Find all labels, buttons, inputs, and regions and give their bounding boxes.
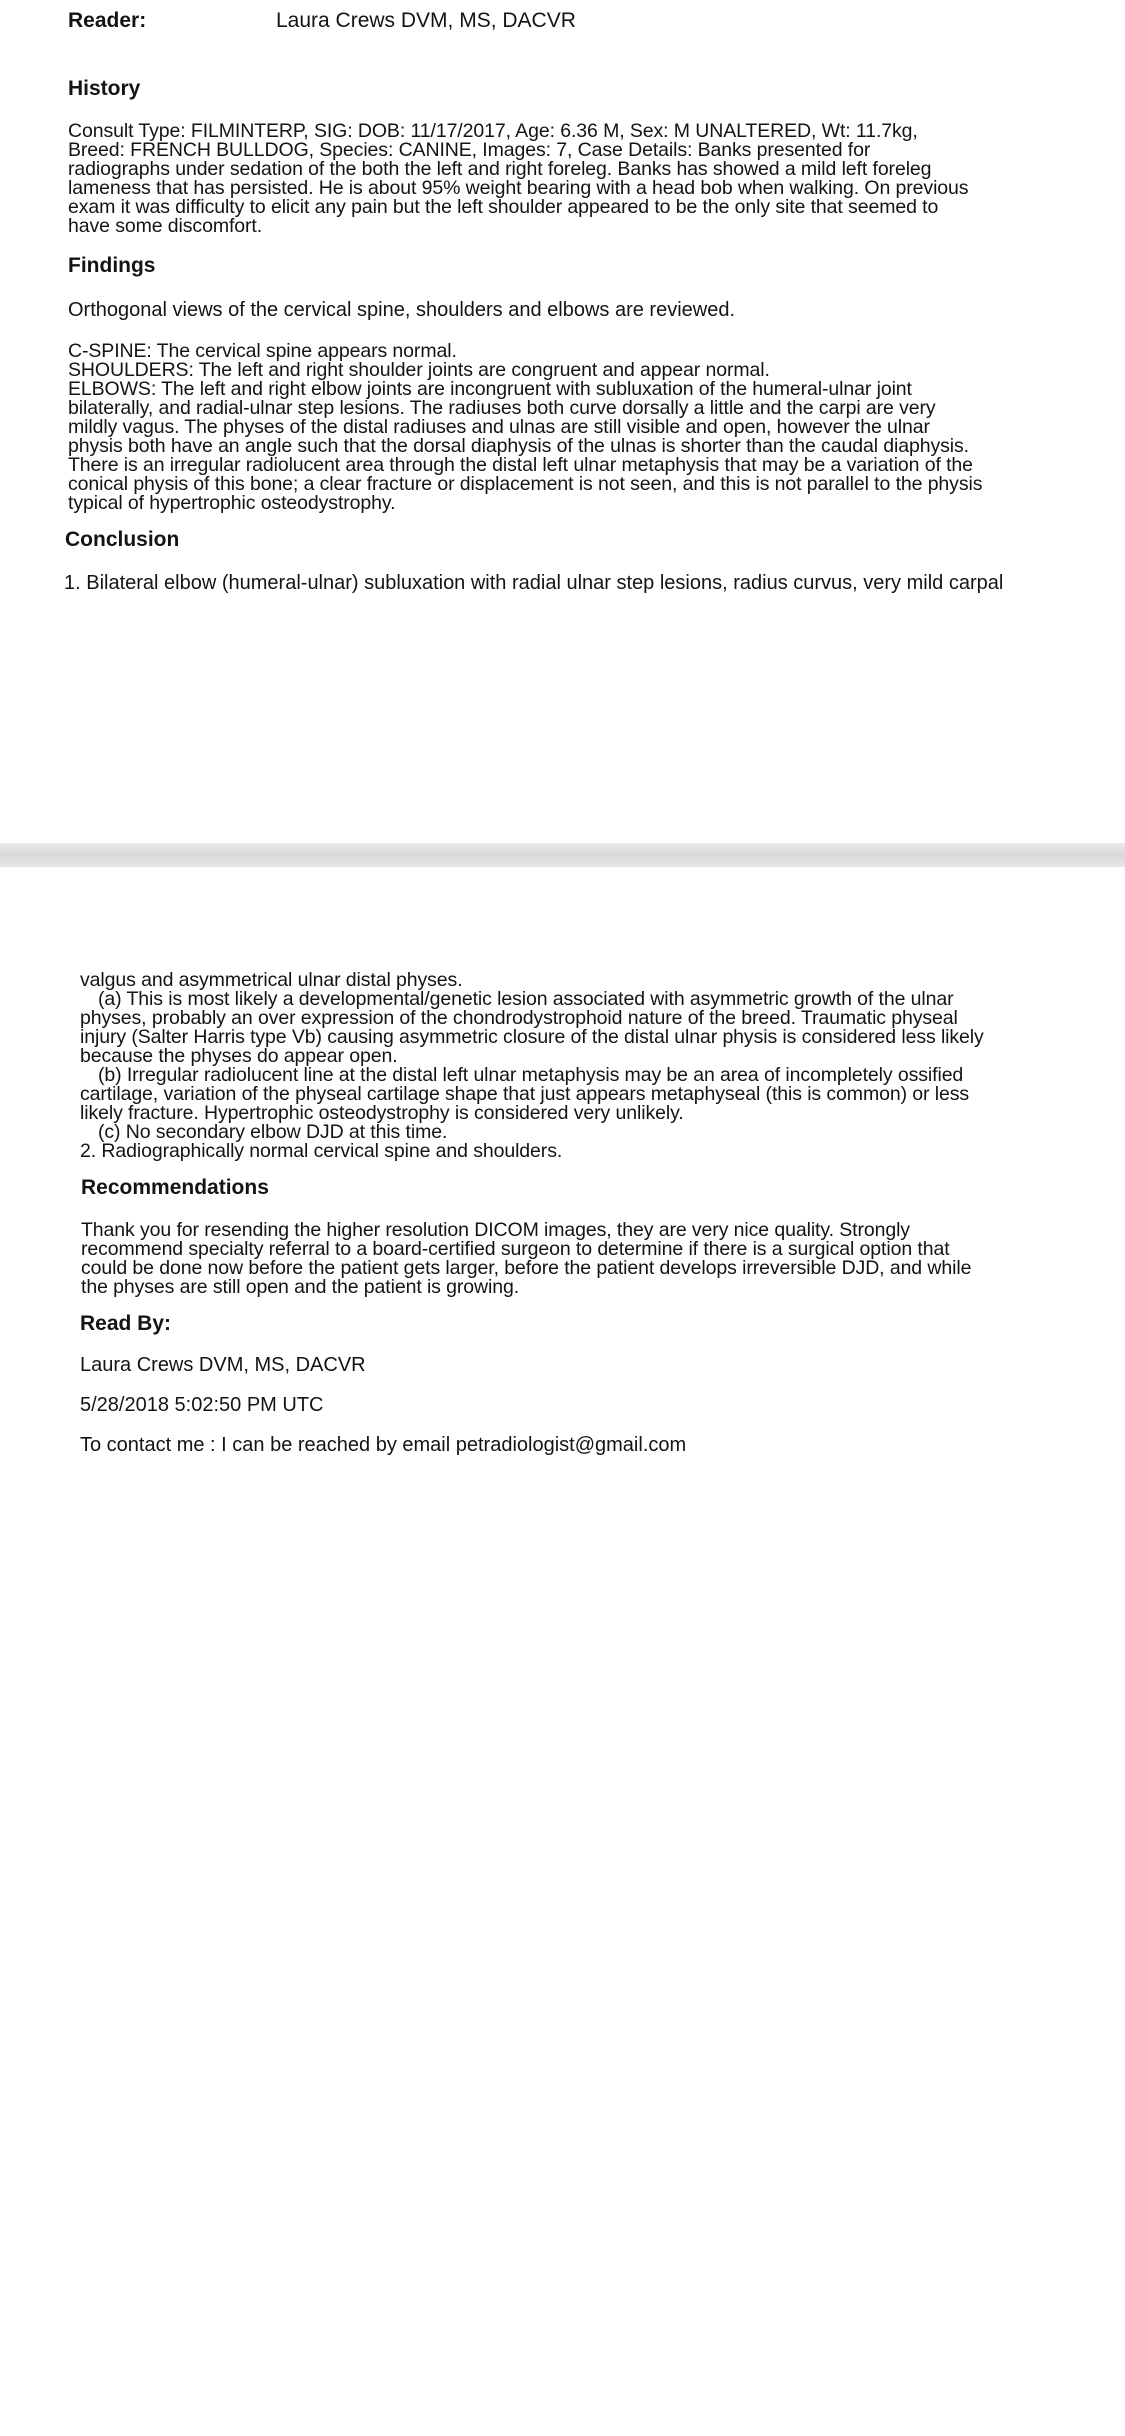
history-line: Consult Type: FILMINTERP, SIG: DOB: 11/17/2017, Age: 6.36 M, Sex: M UNALTERED, Wt: 11.7kg,	[68, 120, 918, 142]
findings-line: bilaterally, and radial-ulnar step lesions. The radiuses both curve dorsally a little and the carpi are very	[68, 397, 936, 419]
recommendations-line: Thank you for resending the higher resolution DICOM images, they are very nice quality. Strongly	[81, 1219, 910, 1241]
reader-row	[68, 8, 1115, 34]
conclusion-line: because the physes do appear open.	[80, 1045, 398, 1067]
conclusion-line: 2. Radiographically normal cervical spine and shoulders.	[80, 1140, 563, 1162]
findings-text	[68, 342, 1115, 513]
read-by-timestamp: 5/28/2018 5:02:50 PM UTC	[80, 1394, 324, 1416]
report-page-1	[0, 0, 1125, 843]
history-line: lameness that has persisted. He is about 95% weight bearing with a head bob when walking. On previous	[68, 177, 969, 199]
findings-line: C-SPINE: The cervical spine appears normal.	[68, 340, 457, 362]
findings-line: SHOULDERS: The left and right shoulder joints are congruent and appear normal.	[68, 359, 770, 381]
contact-email-line: To contact me : I can be reached by email petradiologist@gmail.com	[80, 1434, 687, 1456]
conclusion-line: likely fracture. Hypertrophic osteodystrophy is considered very unlikely.	[80, 1102, 684, 1124]
history-line: have some discomfort.	[68, 215, 263, 237]
conclusion-continued	[80, 971, 1115, 1161]
conclusion-line: physes, probably an over expression of the chondrodystrophoid nature of the breed. Traumatic physeal	[80, 1007, 958, 1029]
conclusion-line: (b) Irregular radiolucent line at the distal left ulnar metaphysis may be an area of incompletely ossified	[98, 1064, 964, 1086]
findings-line: mildly vagus. The physes of the distal radiuses and ulnas are still visible and open, however the ulnar	[68, 416, 930, 438]
recommendations-text	[81, 1221, 1115, 1297]
history-heading: History	[68, 77, 141, 100]
findings-line: typical of hypertrophic osteodystrophy.	[68, 492, 396, 514]
history-line: radiographs under sedation of the both the left and right foreleg. Banks has showed a mild left foreleg	[68, 158, 932, 180]
findings-line: There is an irregular radiolucent area through the distal left ulnar metaphysis that may be a variation of the	[68, 454, 973, 476]
page-break	[0, 843, 1125, 867]
recommendations-heading: Recommendations	[81, 1176, 269, 1199]
findings-intro: Orthogonal views of the cervical spine, shoulders and elbows are reviewed.	[68, 299, 736, 321]
conclusion-line: injury (Salter Harris type Vb) causing asymmetric closure of the distal ulnar physis is considered less likely	[80, 1026, 984, 1048]
conclusion-line: cartilage, variation of the physeal cartilage shape that just appears metaphyseal (this is common) or less	[80, 1083, 970, 1105]
history-line: Breed: FRENCH BULLDOG, Species: CANINE, Images: 7, Case Details: Banks presented for	[68, 139, 871, 161]
read-by-name: Laura Crews DVM, MS, DACVR	[80, 1354, 366, 1376]
conclusion-line: (c) No secondary elbow DJD at this time.	[98, 1121, 448, 1143]
history-text	[68, 122, 1115, 236]
conclusion-heading: Conclusion	[65, 528, 180, 551]
reader-name: Laura Crews DVM, MS, DACVR	[276, 9, 576, 32]
conclusion-line: valgus and asymmetrical ulnar distal physes.	[80, 969, 463, 991]
recommendations-line: the physes are still open and the patient is growing.	[81, 1276, 520, 1298]
conclusion-item-1: 1. Bilateral elbow (humeral-ulnar) subluxation with radial ulnar step lesions, radius curvus, very mild carpal	[64, 572, 1004, 594]
history-line: exam it was difficulty to elicit any pain but the left shoulder appeared to be the only site that seemed to	[68, 196, 939, 218]
reader-label: Reader:	[68, 9, 147, 32]
read-by-heading: Read By:	[80, 1312, 172, 1335]
findings-line: conical physis of this bone; a clear fracture or displacement is not seen, and this is not parallel to the physis	[68, 473, 983, 495]
recommendations-line: recommend specialty referral to a board-certified surgeon to determine if there is a surgical option that	[81, 1238, 950, 1260]
recommendations-line: could be done now before the patient gets larger, before the patient develops irreversible DJD, and while	[81, 1257, 972, 1279]
conclusion-line: (a) This is most likely a developmental/genetic lesion associated with asymmetric growth of the ulnar	[98, 988, 954, 1010]
findings-line: ELBOWS: The left and right elbow joints are incongruent with subluxation of the humeral-ulnar joint	[68, 378, 912, 400]
report-page-2	[0, 867, 1125, 2436]
findings-heading: Findings	[68, 254, 156, 277]
findings-line: physis both have an angle such that the dorsal diaphysis of the ulnas is shorter than the caudal diaphysis.	[68, 435, 969, 457]
